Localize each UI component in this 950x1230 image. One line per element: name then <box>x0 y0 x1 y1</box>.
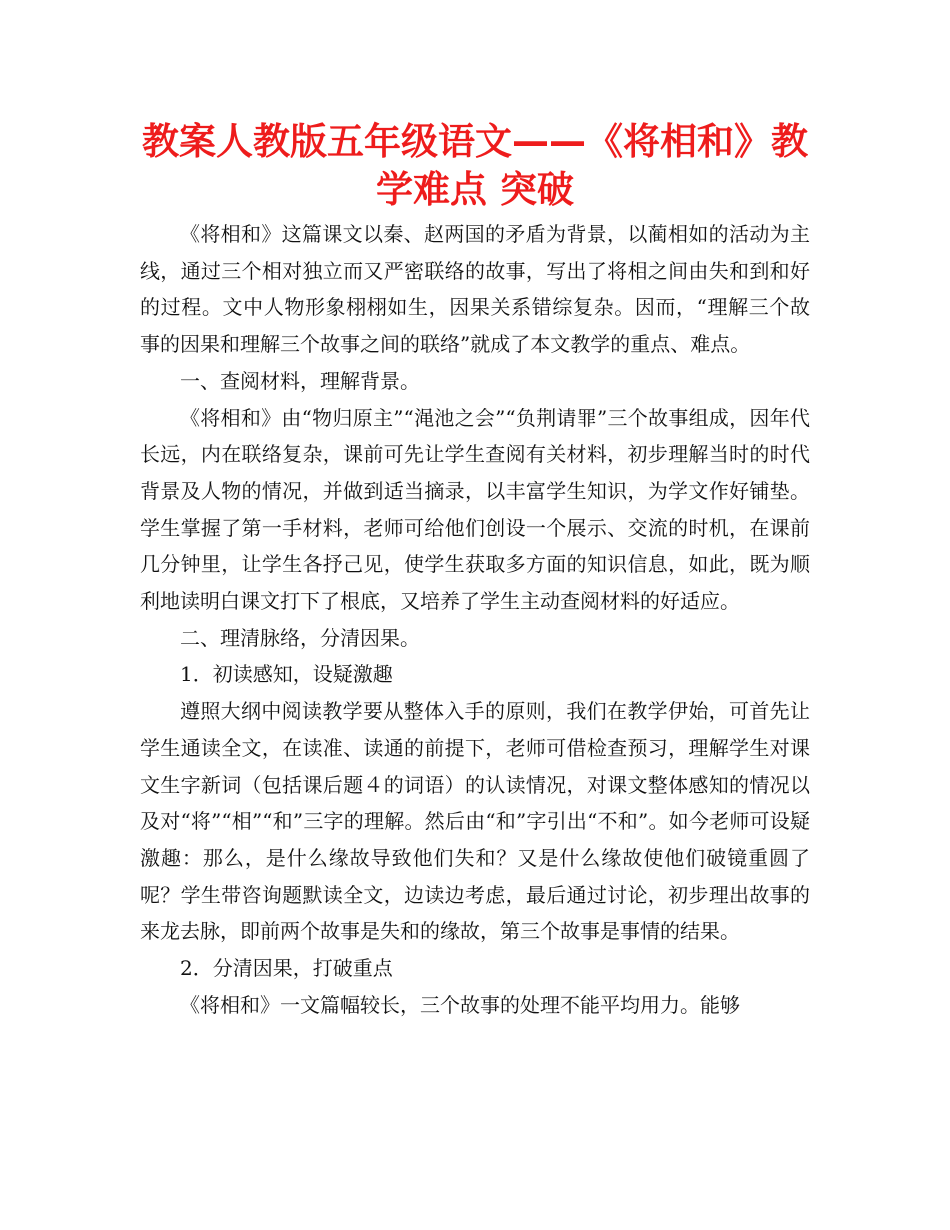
paragraph-first-reading: 遵照大纲中阅读教学要从整体入手的原则，我们在教学伊始，可首先让学生通读全文，在读准、读通的前提下，老师可借检查预习，理解学生对课文生字新词（包括课后题４的词语）的认读情况，对课文整体感知的情况以及对“将”“相”“和”三字的理解。然后由“和”字引出“不和”。如今老师可设疑激趣：那么，是什么缘故导致他们失和？又是什么缘故使他们破镜重圆了呢？学生带咨询题默读全文，边读边考虑，最后通过讨论，初步理出故事的来龙去脉，即前两个故事是失和的缘故，第三个故事是事情的结果。 <box>140 699 810 944</box>
subheading-2: 2．分清因果，打破重点 <box>180 956 393 981</box>
paragraph-background: 《将相和》由“物归原主”“渑池之会”“负荆请罪”三个故事组成，因年代长远，内在联络复杂，课前可先让学生查阅有关材料，初步理解当时的时代背景及人物的情况，并做到适当摘录，以丰富学生知识，为学文作好铺垫。学生掌握了第一手材料，老师可给他们创设一个展示、交流的时机，在课前几分钟里，让学生各抒己见，使学生获取多方面的知识信息，如此，既为顺利地读明白课文打下了根底，又培养了学生主动查阅材料的好适应。 <box>140 405 810 614</box>
paragraph-continued: 《将相和》一文篇幅较长，三个故事的处理不能平均用力。能够 <box>180 992 740 1017</box>
subheading-1: 1．初读感知，设疑激趣 <box>180 662 393 687</box>
section-heading-1: 一、查阅材料，理解背景。 <box>180 368 420 393</box>
section-heading-2: 二、理清脉络，分清因果。 <box>180 625 420 650</box>
document-title: 教案人教版五年级语文——《将相和》教学难点 突破 <box>142 120 808 211</box>
document-body <box>140 216 810 1023</box>
paragraph-intro: 《将相和》这篇课文以秦、赵两国的矛盾为背景，以蔺相如的活动为主线，通过三个相对独立而又严密联络的故事，写出了将相之间由失和到和好的过程。文中人物形象栩栩如生，因果关系错综复杂。因而，“理解三个故事的因果和理解三个故事之间的联络”就成了本文教学的重点、难点。 <box>140 222 810 357</box>
